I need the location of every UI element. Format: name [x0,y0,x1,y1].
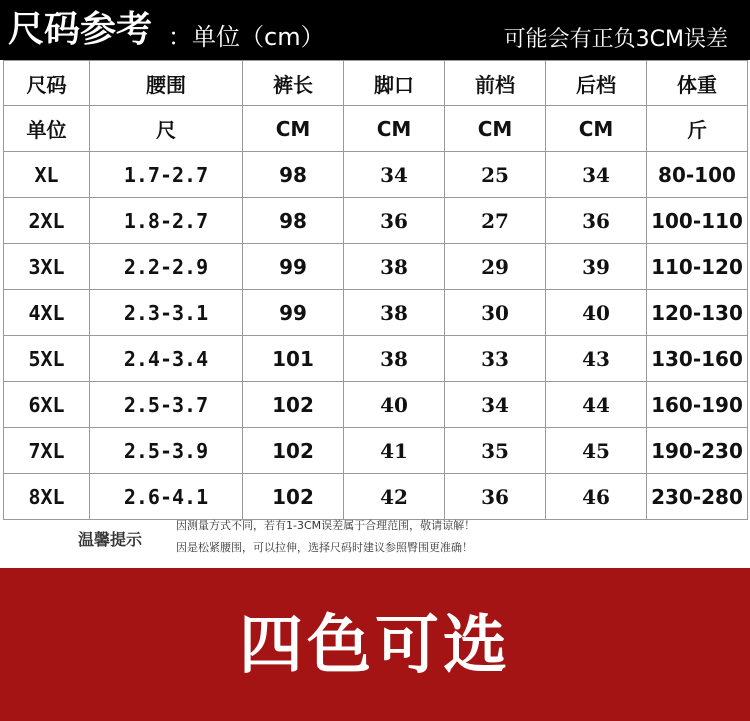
table-cell: 4XL [4,290,90,336]
table-cell: 3XL [4,244,90,290]
table-cell: 2XL [4,198,90,244]
tolerance-note: 可能会有正负3CM误差 [503,27,728,52]
table-cell: 脚口 [344,61,445,106]
table-cell: 40 [546,290,647,336]
table-cell: 38 [344,290,445,336]
table-cell: 45 [546,428,647,474]
table-cell: 25 [445,152,546,198]
table-cell: 110-120 [647,244,748,290]
table-header-row [4,61,748,106]
tips-line-elastic: 因是松紧腰围，可以拉伸，选择尺码时建议参照臀围更准确！ [176,541,473,554]
table-cell: 36 [546,198,647,244]
unit-label: ：单位（cm） [168,23,325,51]
four-colors-text: 四色可选 [239,609,511,683]
table-cell: 39 [546,244,647,290]
table-cell: 斤 [647,106,748,152]
table-cell: CM [445,106,546,152]
table-cell: CM [344,106,445,152]
table-cell: 38 [344,244,445,290]
table-cell: 100-110 [647,198,748,244]
tips-label: 温馨提示 [78,530,143,549]
table-cell: 102 [243,474,344,520]
table-cell: 99 [243,244,344,290]
header-bar [0,0,750,60]
table-cell: 裤长 [243,61,344,106]
table-cell: 46 [546,474,647,520]
table-row [4,290,748,336]
table-cell: 98 [243,198,344,244]
table-row [4,152,748,198]
table-row [4,336,748,382]
table-cell: 160-190 [647,382,748,428]
table-cell: 腰围 [90,61,243,106]
table-cell: 尺 [90,106,243,152]
table-cell: CM [546,106,647,152]
table-cell: 2.2-2.9 [90,244,243,290]
table-cell: 42 [344,474,445,520]
table-cell: 27 [445,198,546,244]
table-cell: 单位 [4,106,90,152]
table-cell: 后档 [546,61,647,106]
table-cell: 30 [445,290,546,336]
table-cell: 6XL [4,382,90,428]
size-reference-title: 尺码参考 [8,9,153,50]
table-row [4,244,748,290]
table-cell: 2.3-3.1 [90,290,243,336]
color-banner [0,568,750,721]
table-cell: XL [4,152,90,198]
table-cell: 2.5-3.9 [90,428,243,474]
table-cell: 2.4-3.4 [90,336,243,382]
table-cell: 8XL [4,474,90,520]
table-cell: 41 [344,428,445,474]
table-cell: 98 [243,152,344,198]
table-cell: 38 [344,336,445,382]
table-cell: 40 [344,382,445,428]
table-cell: 80-100 [647,152,748,198]
table-row [4,382,748,428]
table-cell: 2.6-4.1 [90,474,243,520]
table-cell: 102 [243,382,344,428]
table-units-row [4,106,748,152]
table-cell: 36 [445,474,546,520]
table-cell: 2.5-3.7 [90,382,243,428]
table-cell: 33 [445,336,546,382]
table-cell: 34 [344,152,445,198]
table-cell: 7XL [4,428,90,474]
table-cell: 190-230 [647,428,748,474]
table-cell: 体重 [647,61,748,106]
table-cell: 43 [546,336,647,382]
tips-section [0,511,750,568]
table-cell: 130-160 [647,336,748,382]
table-cell: 34 [546,152,647,198]
size-table [3,60,748,520]
table-cell: 前档 [445,61,546,106]
table-cell: 34 [445,382,546,428]
tips-line-measurement: 因测量方式不同，若有1-3CM误差属于合理范围，敬请谅解！ [176,519,476,532]
table-cell: 102 [243,428,344,474]
table-cell: 101 [243,336,344,382]
table-cell: 29 [445,244,546,290]
table-cell: 120-130 [647,290,748,336]
table-cell: 5XL [4,336,90,382]
table-cell: 35 [445,428,546,474]
table-cell: 尺码 [4,61,90,106]
table-cell: 44 [546,382,647,428]
table-row [4,428,748,474]
table-row [4,198,748,244]
table-cell: 99 [243,290,344,336]
table-cell: 230-280 [647,474,748,520]
table-cell: CM [243,106,344,152]
table-cell: 1.7-2.7 [90,152,243,198]
table-cell: 1.8-2.7 [90,198,243,244]
table-cell: 36 [344,198,445,244]
